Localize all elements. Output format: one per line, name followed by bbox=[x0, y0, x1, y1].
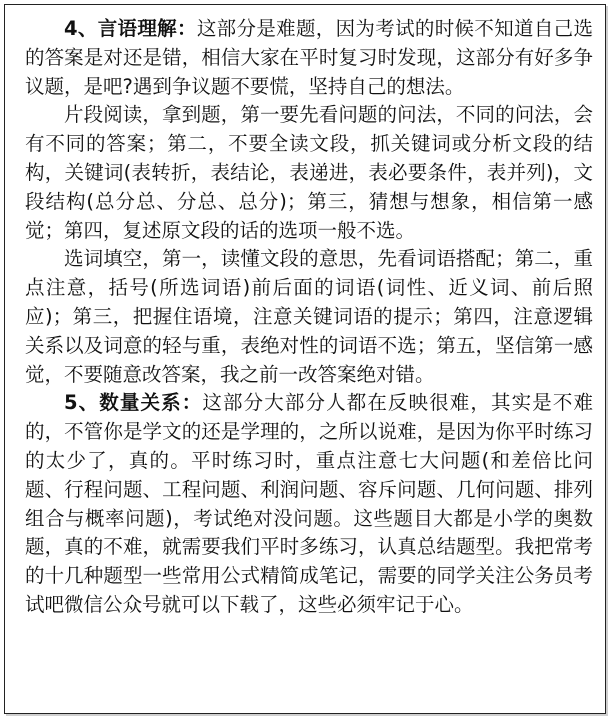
paragraph-passage-reading bbox=[25, 101, 593, 245]
section-heading-verbal: 4、言语理解： bbox=[64, 17, 197, 40]
paragraph-verbal-comprehension bbox=[25, 15, 593, 101]
paragraph-text: 这部分是难题，因为考试的时候不知道自己选的答案是对还是错，相信大家在平时复习时发现，这部分有好多争议题，是吧?遇到争议题不要慌，坚持自己的想法。 bbox=[25, 17, 593, 98]
paragraph-word-filling bbox=[25, 245, 593, 389]
document-body bbox=[5, 5, 605, 713]
section-heading-quantitative: 5、数量关系： bbox=[64, 391, 203, 415]
paragraph-text: 选词填空，第一，读懂文段的意思，先看词语搭配；第二，重点注意，括号(所选词语)前后面的词语(词性、近义词、前后照应)；第三，把握住语境，注意关键词语的提示；第四，注意逻辑关系以及词意的轻与重，表绝对性的词语不选；第五，坚信第一感觉，不要随意改答案，我之前一改答案绝对错。 bbox=[25, 247, 593, 386]
paragraph-quantitative bbox=[25, 389, 593, 619]
document-frame bbox=[4, 4, 606, 714]
paragraph-text: 这部分大部分人都在反映很难，其实是不难的，不管你是学文的还是学理的，之所以说难，是因为你平时练习的太少了，真的。平时练习时，重点注意七大问题(和差倍比问题、行程问题、工程问题、利润问题、容斥问题、几何问题、排列组合与概率问题)，考试绝对没问题。这些题目大都是小学的奥数题，真的不难，就需要我们平时多练习，认真总结题型。我把常考的十几种题型一些常用公式精简成笔记，需要的同学关注公务员考试吧微信公众号就可以下载了，这些必须牢记于心。 bbox=[25, 391, 593, 616]
paragraph-text: 片段阅读，拿到题，第一要先看问题的问法，不同的问法，会有不同的答案；第二，不要全读文段，抓关键词或分析文段的结构，关键词(表转折，表结论，表递进，表必要条件，表并列)，文段结构(总分总、分总、总分)；第三，猜想与想象，相信第一感觉；第四，复述原文段的话的选项一般不选。 bbox=[25, 103, 593, 242]
